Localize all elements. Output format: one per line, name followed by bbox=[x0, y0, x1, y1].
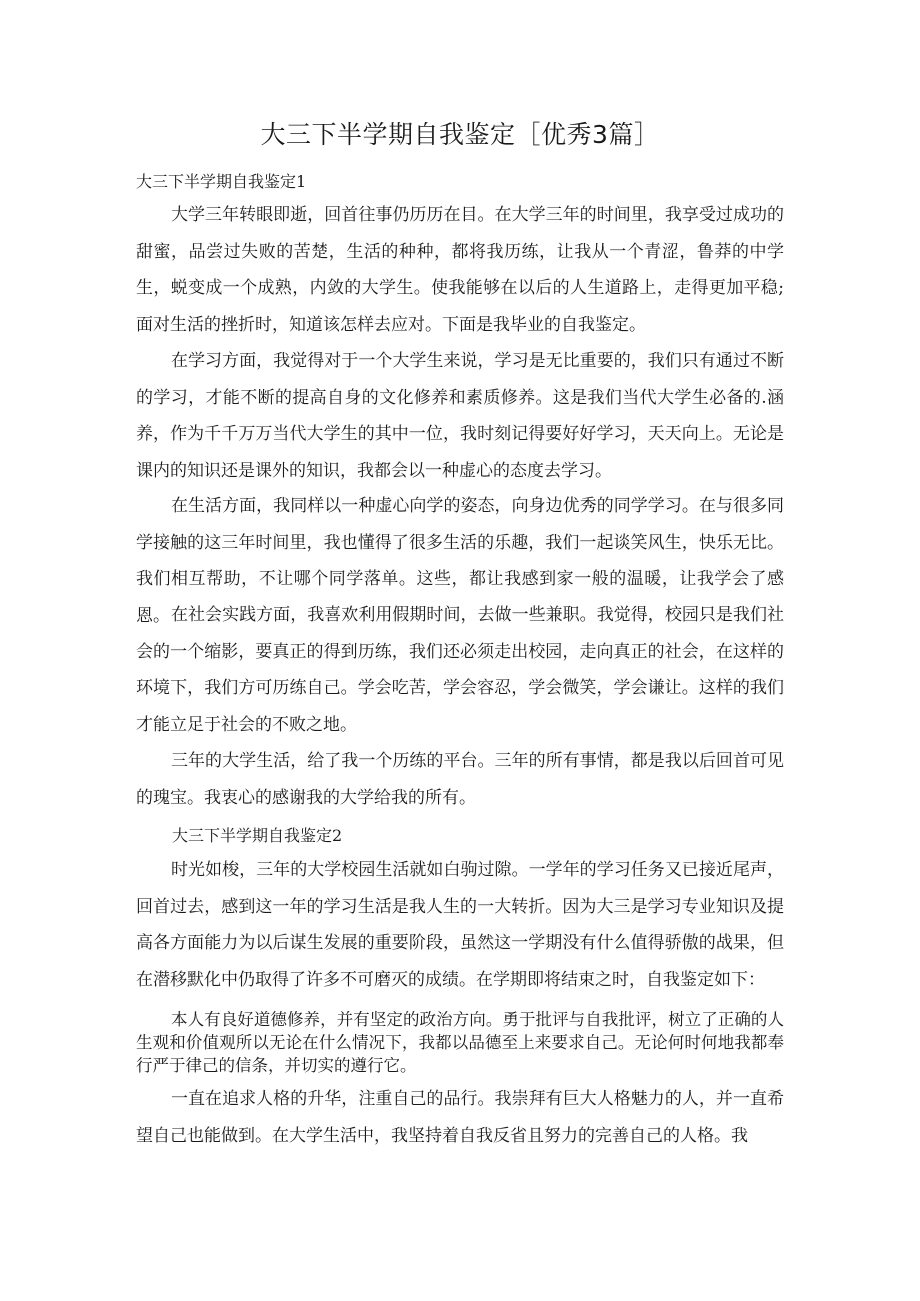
paragraph: 一直在追求人格的升华，注重自己的品行。我崇拜有巨大人格魅力的人，并一直希望自己也能做到。在大学生活中，我坚持着自我反省且努力的完善自己的人格。我 bbox=[136, 1089, 784, 1146]
paragraph: 大学三年转眼即逝，回首往事仍历历在目。在大学三年的时间里，我享受过成功的甜蜜，品尝过失败的苦楚，生活的种种，都将我历练，让我从一个青涩，鲁莽的中学生，蜕变成一个成熟，内敛的大学生。使我能够在以后的人生道路上，走得更加平稳;面对生活的挫折时，知道该怎样去应对。下面是我毕业的自我鉴定。 bbox=[136, 205, 784, 335]
section-heading-1: 大三下半学期自我鉴定1 bbox=[136, 172, 307, 191]
paragraph: 时光如梭，三年的大学校园生活就如白驹过隙。一学年的学习任务又已接近尾声，回首过去，感到这一年的学习生活是我人生的一大转折。因为大三是学习专业知识及提高各方面能力为以后谋生发展的重要阶段，虽然这一学期没有什么值得骄傲的战果，但在潜移默化中仍取得了许多不可磨灭的成绩。在学期即将结束之时，自我鉴定如下： bbox=[136, 860, 784, 990]
paragraph: 在学习方面，我觉得对于一个大学生来说，学习是无比重要的，我们只有通过不断的学习，才能不断的提高自身的文化修养和素质修养。这是我们当代大学生必备的.涵养，作为千千万万当代大学生的其中一位，我时刻记得要好好学习，天天向上。无论是课内的知识还是课外的知识，我都会以一种虚心的态度去学习。 bbox=[136, 351, 784, 481]
document-title: 大三下半学期自我鉴定［优秀3篇］ bbox=[260, 120, 660, 149]
section-heading-2: 大三下半学期自我鉴定2 bbox=[172, 826, 343, 845]
paragraph: 在生活方面，我同样以一种虚心向学的姿态，向身边优秀的同学学习。在与很多同学接触的这三年时间里，我也懂得了很多生活的乐趣，我们一起谈笑风生，快乐无比。我们相互帮助，不让哪个同学落单。这些，都让我感到家一般的温暖，让我学会了感恩。 bbox=[136, 496, 784, 626]
paragraph: 在社会实践方面，我喜欢利用假期时间，去做一些兼职。我觉得，校园只是我们社会的一个缩影，要真正的得到历练，我们还必须走出校园，走向真正的社会，在这样的环境下，我们方可历练自己。学会吃苦，学会容忍，学会微笑，学会谦让。这样的我们才能立足于社会的不败之地。 bbox=[136, 605, 784, 735]
paragraph: 三年的大学生活，给了我一个历练的平台。三年的所有事情，都是我以后回首可见的瑰宝。我衷心的感谢我的大学给我的所有。 bbox=[136, 751, 784, 808]
paragraph: 本人有良好道德修养，并有坚定的政治方向。勇于批评与自我批评，树立了正确的人生观和价值观所以无论在什么情况下，我都以品德至上来要求自己。无论何时何地我都奉行严于律己的信条，并切实的遵行它。 bbox=[136, 1010, 784, 1075]
